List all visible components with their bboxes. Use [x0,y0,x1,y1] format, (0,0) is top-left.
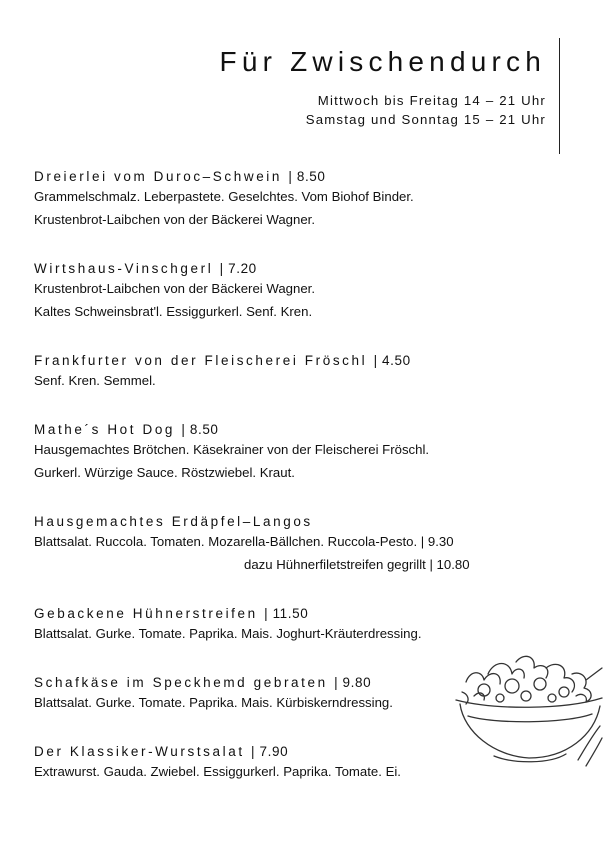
item-title [34,605,574,622]
item-title [34,260,574,277]
item-price: | 7.20 [219,261,257,276]
item-description: Grammelschmalz. Leberpastete. Geselchtes. Vom Biohof Binder. [34,189,414,204]
menu-item-frankfurter [34,352,574,419]
item-name: Schafkäse im Speckhemd gebraten [34,675,328,690]
item-price: | 11.50 [264,606,309,621]
item-title [34,352,574,369]
item-price: | 7.90 [251,744,289,759]
item-description: Krustenbrot-Laibchen von der Bäckerei Wagner. [34,281,315,296]
salad-bowl-icon [454,652,604,768]
opening-hours [306,91,546,129]
item-name: Wirtshaus-Vinschgerl [34,261,214,276]
item-price: | 8.50 [288,169,326,184]
item-description: Blattsalat. Ruccola. Tomaten. Mozarella-Bällchen. Ruccola-Pesto. | 9.30 [34,534,454,549]
menu-item-hot-dog [34,421,574,511]
item-name: Frankfurter von der Fleischerei Fröschl [34,353,368,368]
hours-weekend: Samstag und Sonntag 15 – 21 Uhr [305,112,546,127]
item-name: Der Klassiker-Wurstsalat [34,744,245,759]
item-price: | 8.50 [181,422,219,437]
hours-weekday: Mittwoch bis Freitag 14 – 21 Uhr [317,93,546,108]
item-name: Dreierlei vom Duroc–Schwein [34,169,283,184]
item-description: Kaltes Schweinsbrat'l. Essiggurkerl. Senf. Kren. [34,304,313,319]
item-description: Extrawurst. Gauda. Zwiebel. Essiggurkerl. Paprika. Tomate. Ei. [34,764,401,779]
menu-item-vinschgerl [34,260,574,350]
item-description: Gurkerl. Würzige Sauce. Röstzwiebel. Kraut. [34,465,295,480]
item-title [34,421,574,438]
item-description: Blattsalat. Gurke. Tomate. Paprika. Mais. Kürbiskerndressing. [34,695,393,710]
item-title [34,168,574,185]
menu-item-dreierlei [34,168,574,258]
page-title: Für Zwischendurch [219,46,546,77]
menu-item-langos [34,513,574,603]
item-name: Mathe´s Hot Dog [34,422,176,437]
item-description: Krustenbrot-Laibchen von der Bäckerei Wagner. [34,212,315,227]
header-divider [559,38,560,154]
item-description: Hausgemachtes Brötchen. Käsekrainer von der Fleischerei Fröschl. [34,442,430,457]
item-price: | 4.50 [373,353,411,368]
item-description: Senf. Kren. Semmel. [34,373,156,388]
item-name: Gebackene Hühnerstreifen [34,606,258,621]
item-price: | 9.80 [334,675,372,690]
item-extra-option: dazu Hühnerfiletstreifen gegrillt | 10.80 [244,557,470,572]
item-description: Blattsalat. Gurke. Tomate. Paprika. Mais. Joghurt-Kräuterdressing. [34,626,422,641]
item-name: Hausgemachtes Erdäpfel–Langos [34,514,313,529]
item-title [34,513,574,530]
